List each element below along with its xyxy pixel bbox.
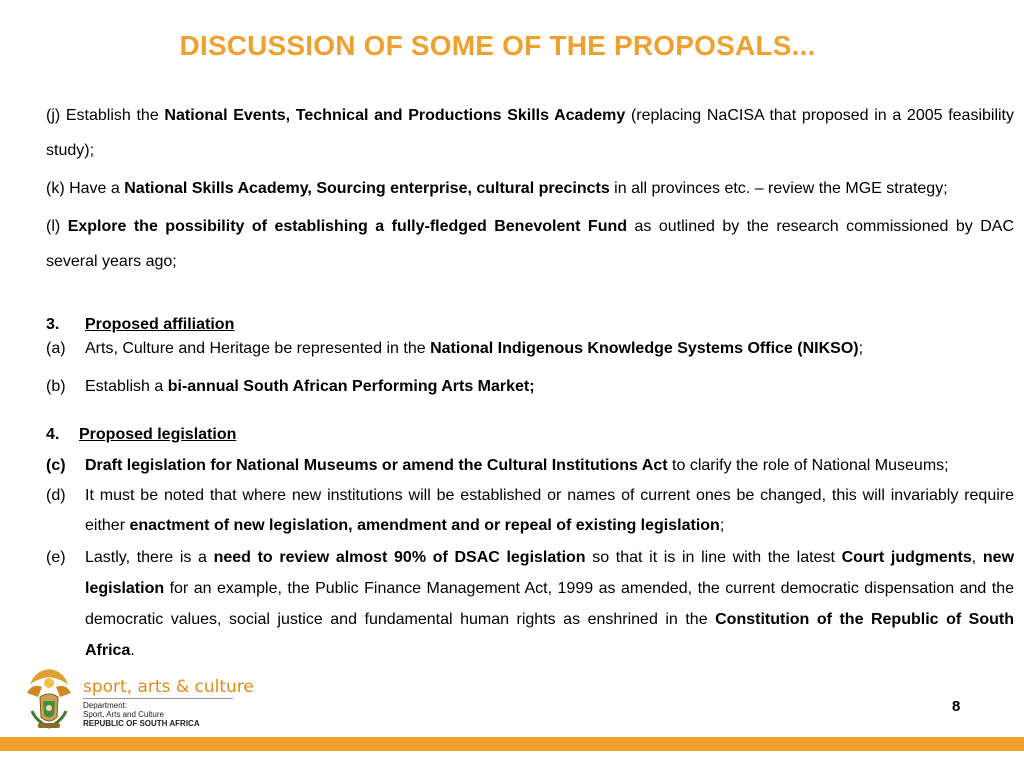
dept-line-2: Sport, Arts and Culture (83, 710, 164, 719)
section-3-item-b: (b) Establish a bi-annual South African Performing Arts Market; (46, 378, 535, 395)
section-4-item-c: (c) Draft legislation for National Museums or amend the Cultural Institutions Act to clarify the role of National Museums; (46, 457, 949, 474)
coat-of-arms-emblem (27, 669, 71, 728)
section-3-heading: 3. Proposed affiliation (46, 316, 235, 333)
department-block (83, 701, 200, 728)
section-3-item-a: (a) Arts, Culture and Heritage be represented in the National Indigenous Knowledge Systems Office (NIKSO); (46, 340, 864, 357)
paragraph-k: (k) Have a National Skills Academy, Sourcing enterprise, cultural precincts in all provinces etc. – review the MGE strategy; (46, 180, 948, 197)
paragraph-j: (j) Establish the National Events, Technical and Productions Skills Academy (replacing NaCISA that proposed in a 2005 feasibility study); (46, 107, 1015, 159)
paragraph-l: (l) Explore the possibility of establishing a fully-fledged Benevolent Fund as outlined by the research commissioned by DAC several years ago; (46, 218, 1015, 270)
footer-bottom-strip (0, 751, 1024, 768)
brand-wordmark: sport, arts & culture (83, 677, 254, 697)
footer-accent-bar (0, 737, 1024, 751)
page-number: 8 (952, 698, 961, 715)
slide-title: DISCUSSION OF SOME OF THE PROPOSALS... (179, 30, 816, 61)
dept-line-1: Department: (83, 701, 128, 710)
dept-line-3: REPUBLIC OF SOUTH AFRICA (83, 719, 200, 728)
brand-divider (83, 698, 233, 699)
section-4-heading: 4. Proposed legislation (46, 426, 237, 443)
